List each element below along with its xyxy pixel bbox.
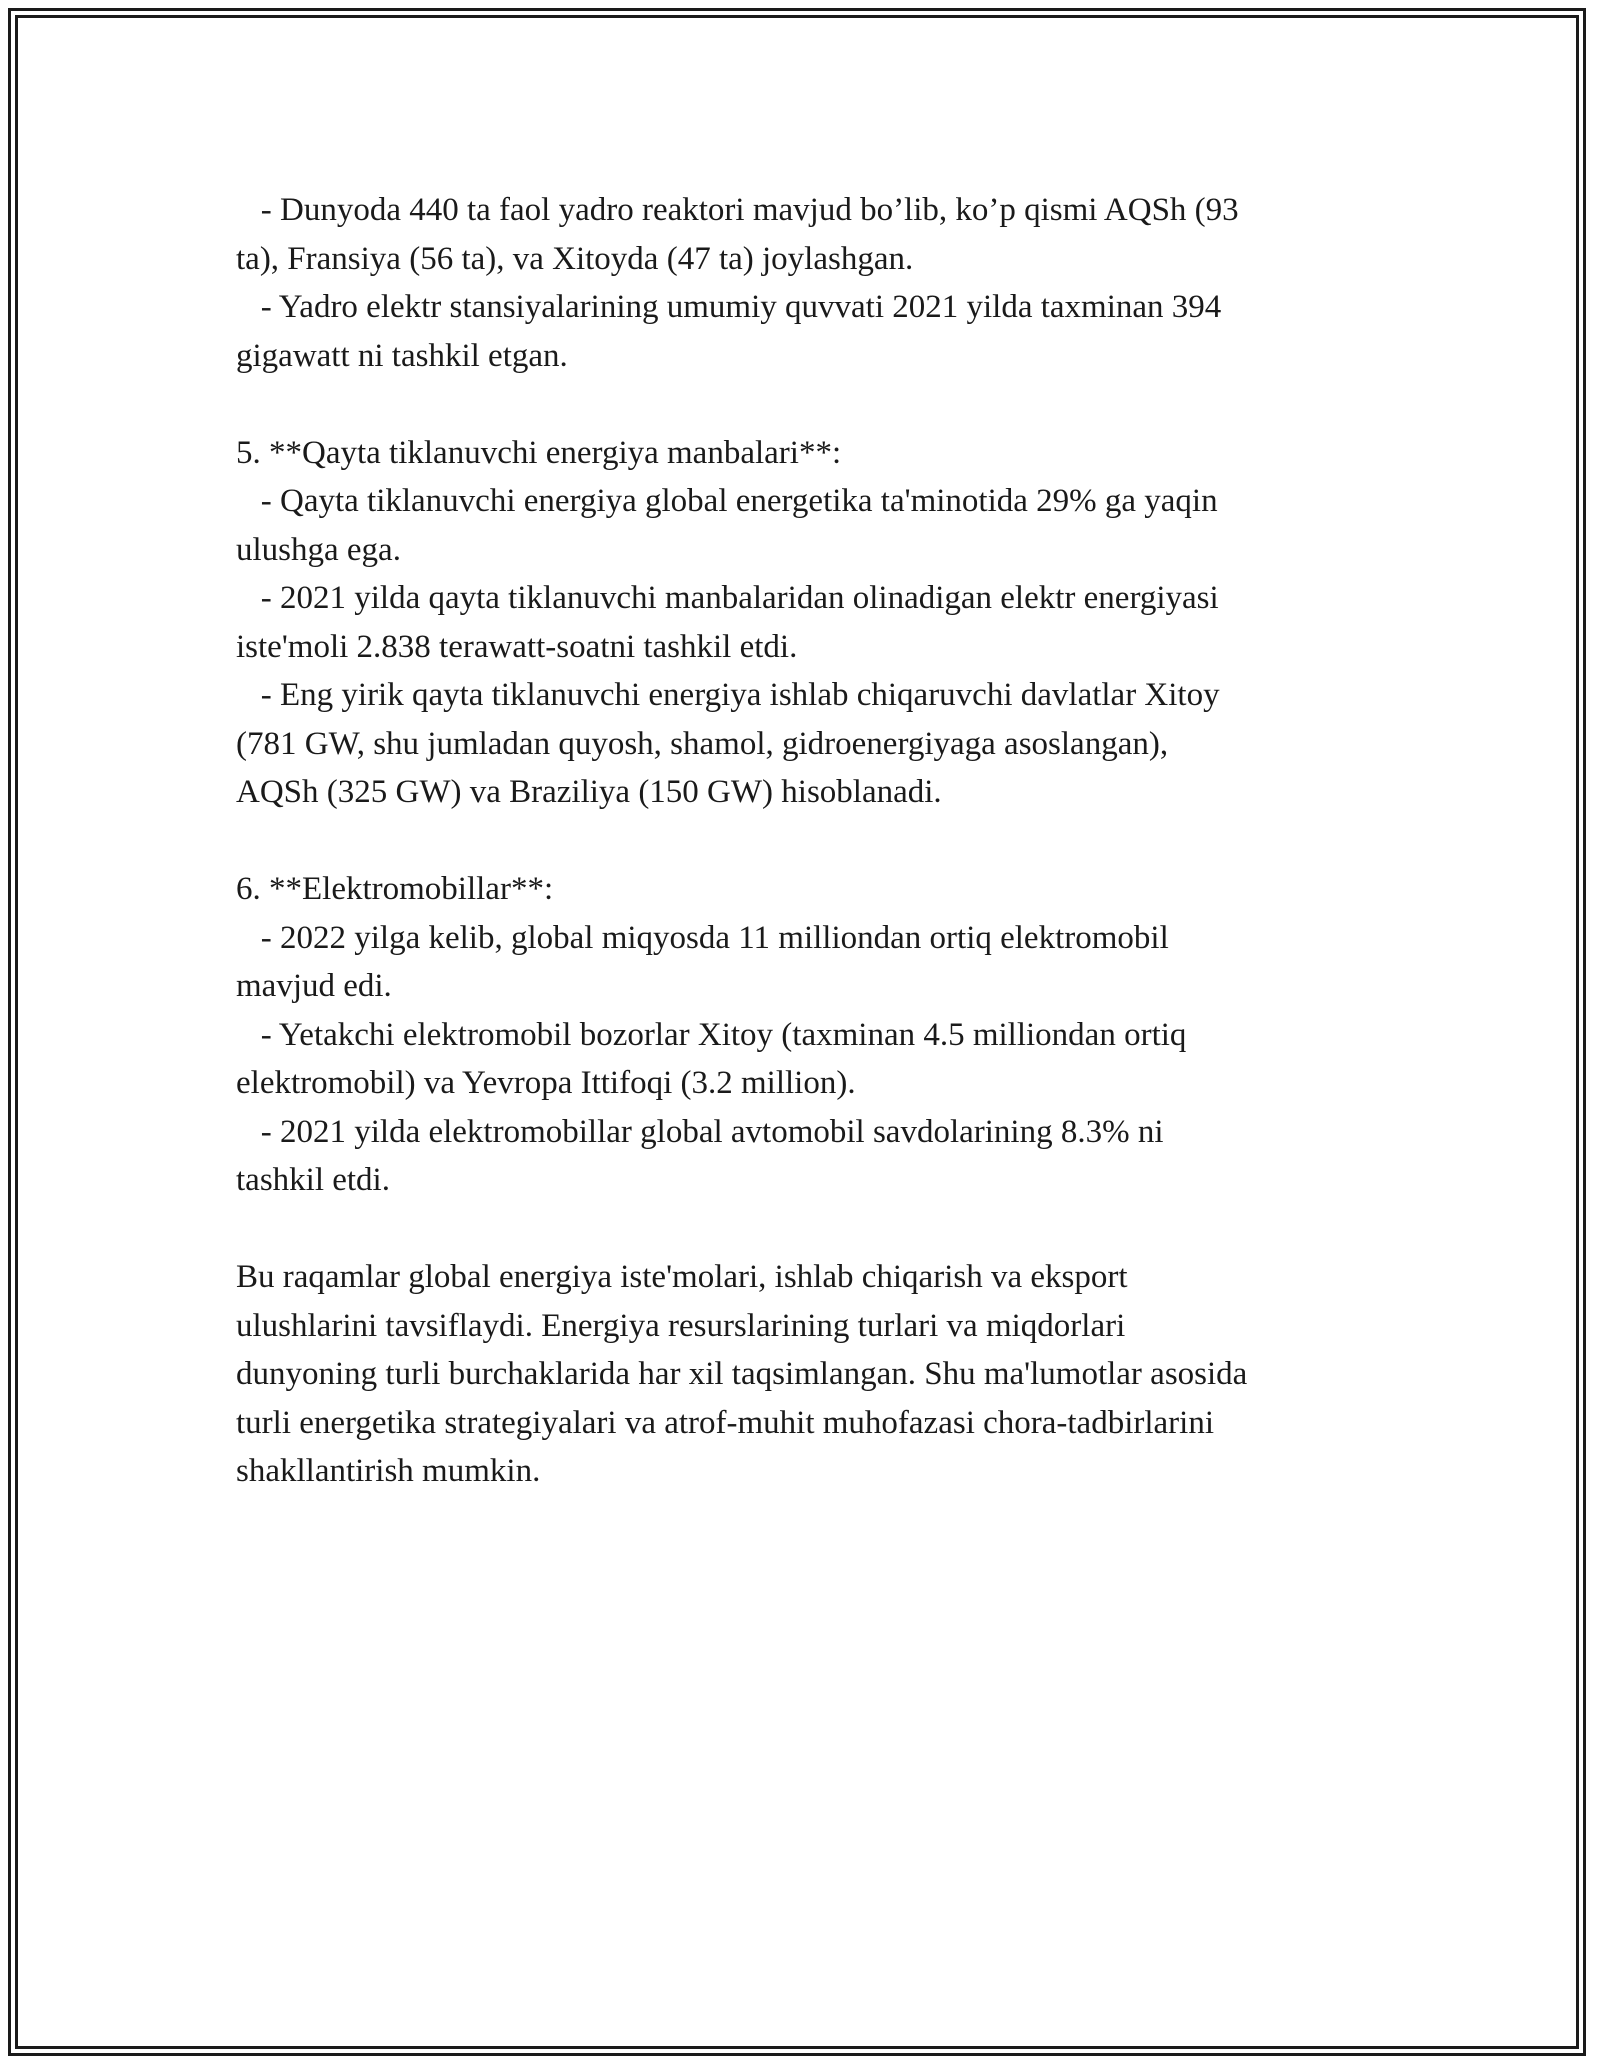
text-line: - Yetakchi elektromobil bozorlar Xitoy (taxminan 4.5 milliondan ortiq <box>236 1016 1187 1053</box>
text-line: gigawatt ni tashkil etgan. <box>236 337 568 374</box>
text-line: (781 GW, shu jumladan quyosh, shamol, gidroenergiyaga asoslangan), <box>236 725 1169 762</box>
blank-line <box>236 817 1366 866</box>
summary-line: dunyoning turli burchaklarida har xil taqsimlangan. Shu ma'lumotlar asosida <box>236 1356 1248 1392</box>
section-heading: 5. **Qayta tiklanuvchi energiya manbalari**: <box>236 434 842 471</box>
summary-line: shakllantirish mumkin. <box>236 1453 541 1489</box>
summary-line: ulushlarini tavsiflaydi. Energiya resurslarining turlari va miqdorlari <box>236 1307 1126 1344</box>
section-heading: 6. **Elektromobillar**: <box>236 871 554 907</box>
text-line: ta), Fransiya (56 ta), va Xitoyda (47 ta) joylashgan. <box>236 240 914 277</box>
text-line: - 2022 yilga kelib, global miqyosda 11 milliondan ortiq elektromobil <box>236 919 1169 956</box>
text-line: mavjud edi. <box>236 968 392 1004</box>
text-line: tashkil etdi. <box>236 1162 390 1198</box>
text-line: AQSh (325 GW) va Braziliya (150 GW) hisoblanadi. <box>236 774 942 810</box>
text-line: - Dunyoda 440 ta faol yadro reaktori mavjud bo’lib, ko’p qismi AQSh (93 <box>236 192 1239 228</box>
text-line: - Eng yirik qayta tiklanuvchi energiya ishlab chiqaruvchi davlatlar Xitoy <box>236 677 1220 713</box>
blank-line <box>236 380 1366 429</box>
text-line: - 2021 yilda elektromobillar global avtomobil savdolarining 8.3% ni <box>236 1113 1164 1150</box>
blank-line <box>236 1205 1366 1254</box>
text-line: iste'moli 2.838 terawatt-soatni tashkil etdi. <box>236 628 798 665</box>
text-line: - 2021 yilda qayta tiklanuvchi manbalaridan olinadigan elektr energiyasi <box>236 580 1219 616</box>
summary-line: turli energetika strategiyalari va atrof-muhit muhofazasi chora-tadbirlarini <box>236 1404 1214 1441</box>
document-body <box>236 186 1366 1496</box>
text-line: ulushga ega. <box>236 531 401 568</box>
text-line: elektromobil) va Yevropa Ittifoqi (3.2 million). <box>236 1065 856 1101</box>
summary-line: Bu raqamlar global energiya iste'molari, ishlab chiqarish va eksport <box>236 1259 1128 1295</box>
text-line: - Yadro elektr stansiyalarining umumiy quvvati 2021 yilda taxminan 394 <box>236 289 1222 325</box>
text-line: - Qayta tiklanuvchi energiya global energetika ta'minotida 29% ga yaqin <box>236 483 1218 519</box>
